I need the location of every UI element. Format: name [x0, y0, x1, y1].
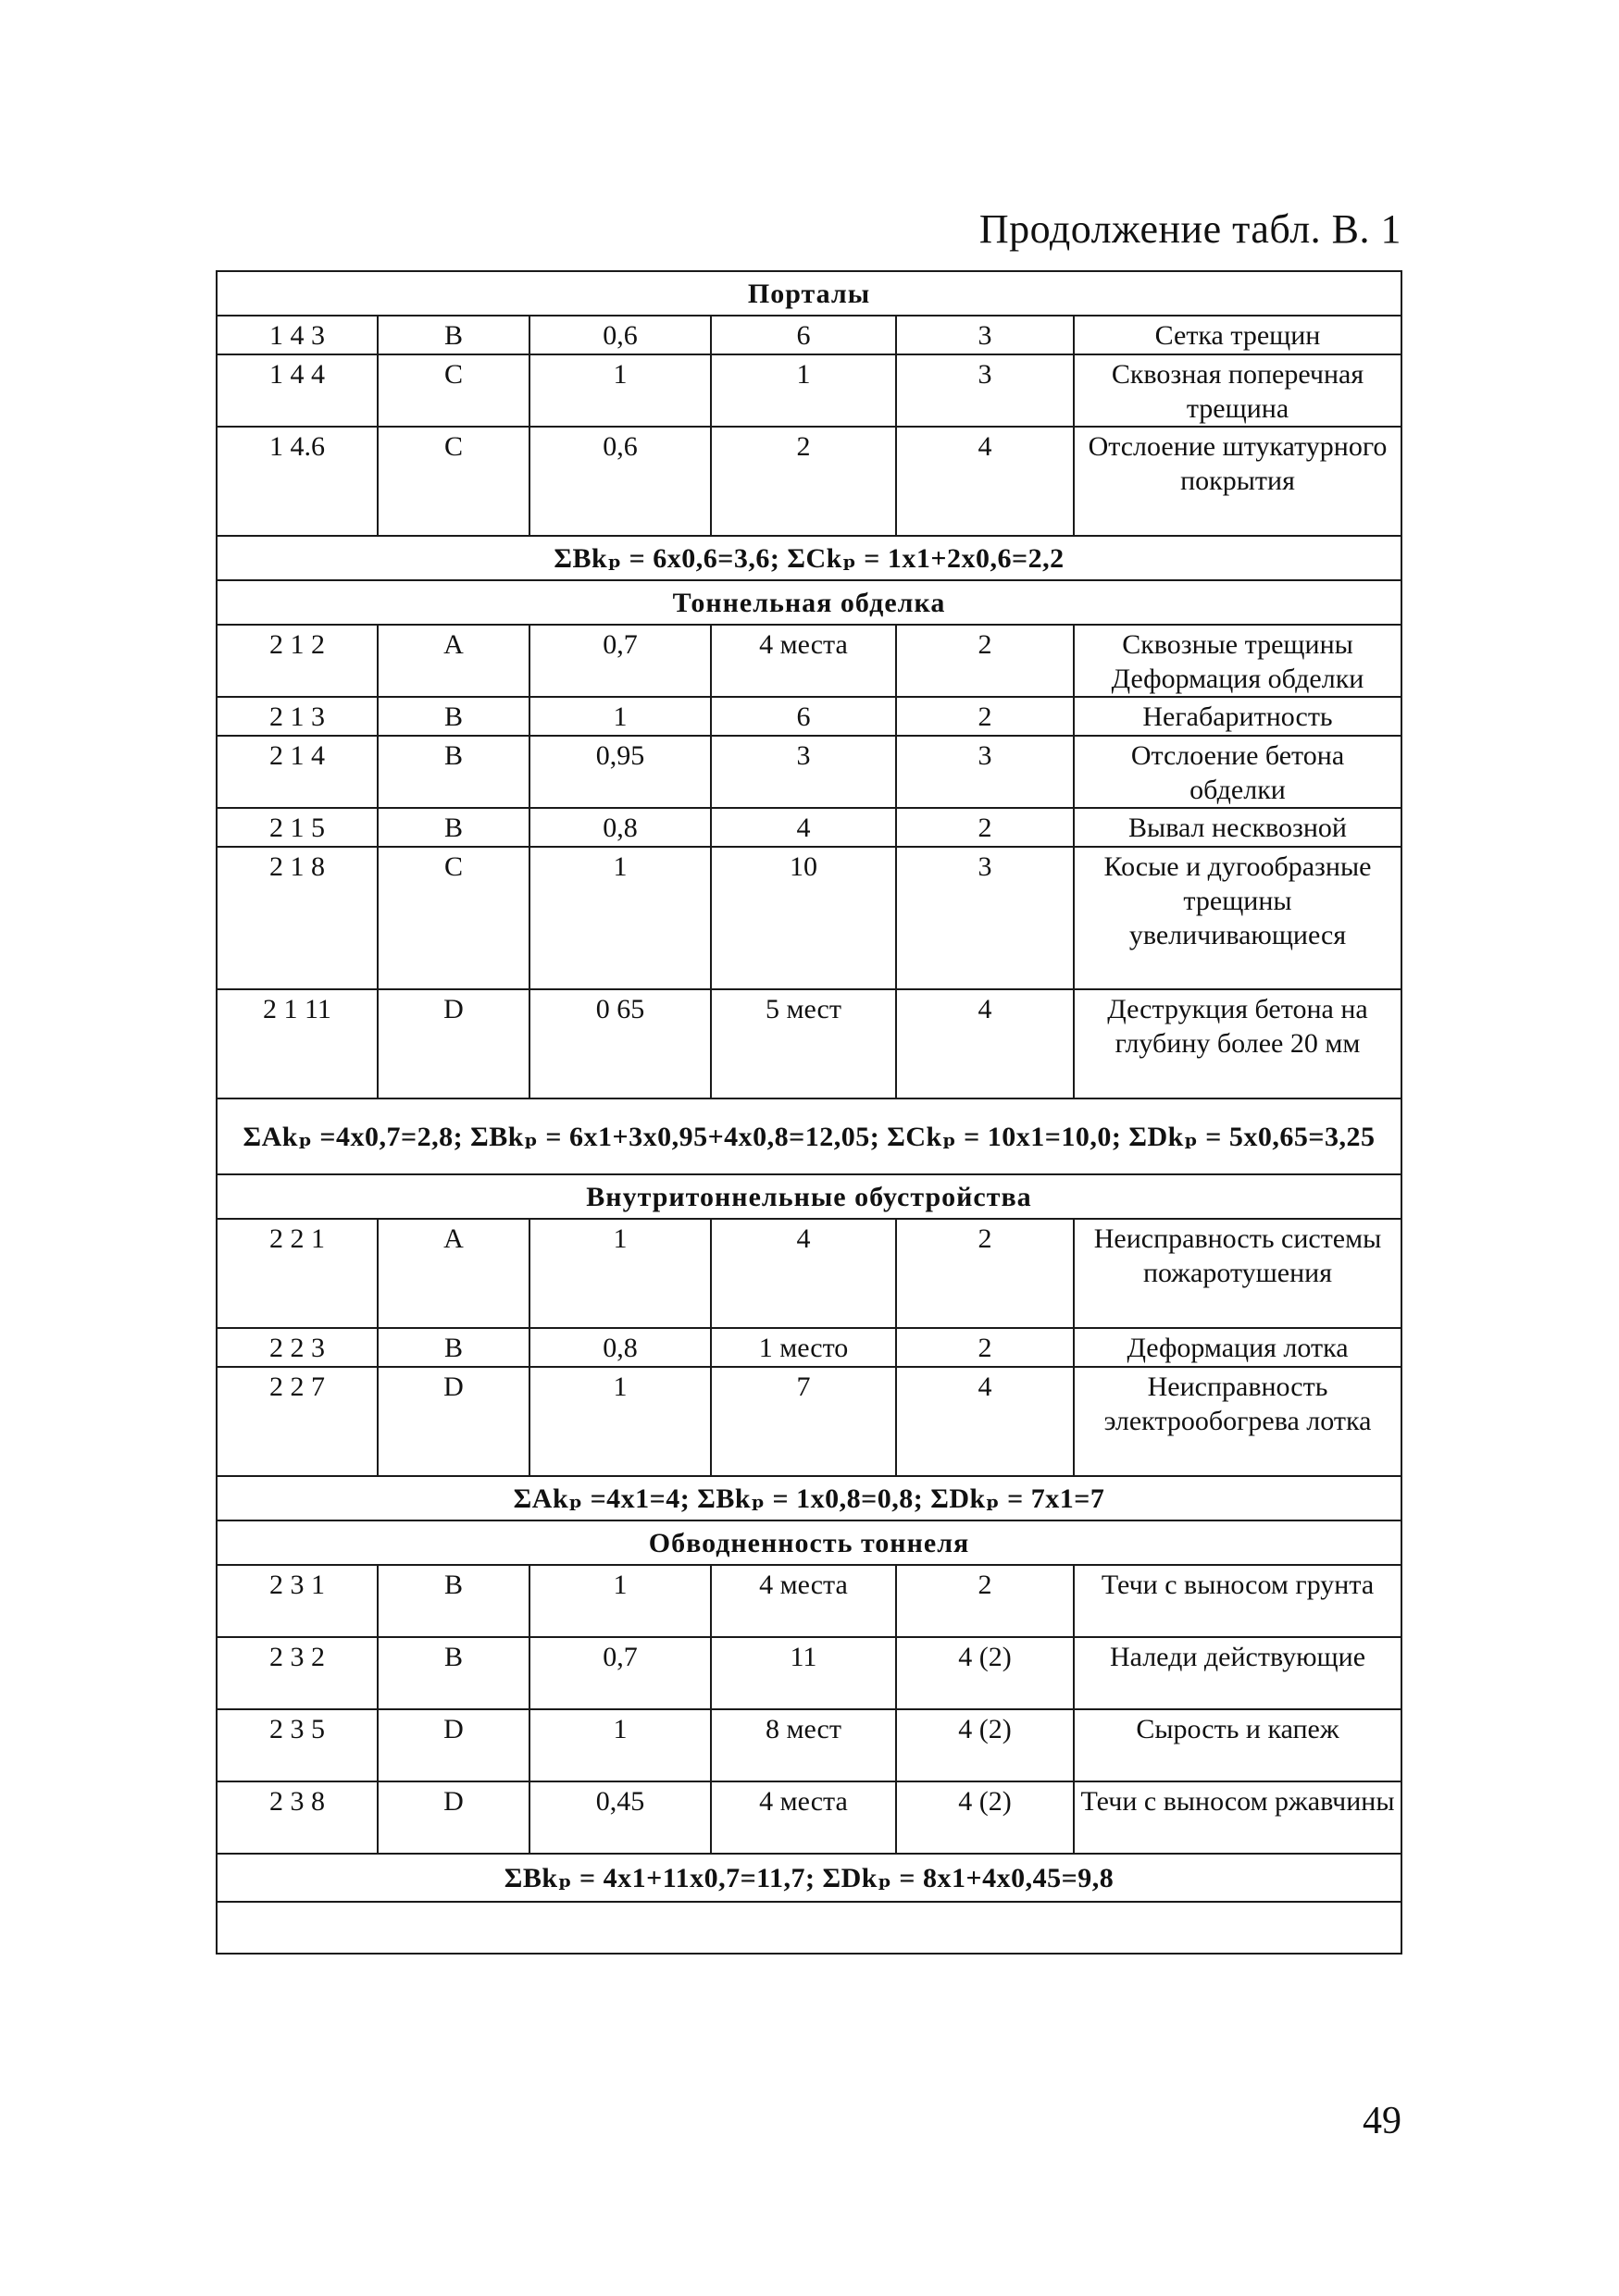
code-cell: 2 2 7 [217, 1367, 378, 1476]
grade-cell: 2 [896, 697, 1074, 736]
grade-cell: 4 [896, 989, 1074, 1098]
summary-formula: ΣAkₚ =4x0,7=2,8; ΣBkₚ = 6x1+3x0,95+4x0,8=12,05; ΣCkₚ = 10x1=10,0; ΣDkₚ = 5x0,65=3,25 [217, 1098, 1401, 1174]
count-cell: 4 [711, 808, 896, 847]
description-cell: Наледи действующие [1074, 1637, 1401, 1709]
table-row [217, 808, 1401, 847]
description-cell: Сетка трещин [1074, 316, 1401, 354]
table-row [217, 1565, 1401, 1637]
category-cell: D [378, 1709, 529, 1781]
coefficient-cell: 1 [529, 1219, 711, 1328]
coefficient-cell: 0,95 [529, 736, 711, 808]
description-cell: Косые и дугообразные трещины увеличивающиеся [1074, 847, 1401, 989]
code-cell: 2 1 8 [217, 847, 378, 989]
section-title: Порталы [217, 271, 1401, 316]
count-cell: 4 [711, 1219, 896, 1328]
table-row [217, 1637, 1401, 1709]
summary-row [217, 536, 1401, 580]
description-cell: Неисправность системы пожаротушения [1074, 1219, 1401, 1328]
coefficient-cell: 0 65 [529, 989, 711, 1098]
code-cell: 2 2 3 [217, 1328, 378, 1367]
description-cell: Вывал несквозной [1074, 808, 1401, 847]
count-cell: 2 [711, 427, 896, 536]
summary-formula: ΣBkₚ = 6x0,6=3,6; ΣCkₚ = 1x1+2x0,6=2,2 [217, 536, 1401, 580]
category-cell: D [378, 1781, 529, 1854]
code-cell: 2 3 8 [217, 1781, 378, 1854]
description-cell: Сырость и капеж [1074, 1709, 1401, 1781]
category-cell: D [378, 989, 529, 1098]
empty-row [217, 1902, 1401, 1954]
grade-cell: 2 [896, 1219, 1074, 1328]
category-cell: B [378, 1328, 529, 1367]
description-cell: Деструкция бетона на глубину более 20 мм [1074, 989, 1401, 1098]
description-cell: Неисправность электрообогрева лотка [1074, 1367, 1401, 1476]
grade-cell: 4 (2) [896, 1709, 1074, 1781]
page-number: 49 [1363, 2100, 1401, 2142]
count-cell: 10 [711, 847, 896, 989]
section-header [217, 1520, 1401, 1565]
code-cell: 1 4 3 [217, 316, 378, 354]
description-cell: Сквозная поперечная трещина [1074, 354, 1401, 427]
summary-row [217, 1854, 1401, 1902]
grade-cell: 4 [896, 427, 1074, 536]
coefficient-cell: 1 [529, 354, 711, 427]
empty-cell [217, 1902, 1401, 1954]
grade-cell: 2 [896, 808, 1074, 847]
table-caption: Продолжение табл. В. 1 [978, 206, 1401, 252]
coefficient-cell: 0,7 [529, 1637, 711, 1709]
count-cell: 11 [711, 1637, 896, 1709]
table-row [217, 1781, 1401, 1854]
code-cell: 2 3 5 [217, 1709, 378, 1781]
grade-cell: 3 [896, 847, 1074, 989]
description-cell: Деформация лотка [1074, 1328, 1401, 1367]
category-cell: A [378, 625, 529, 697]
summary-row [217, 1098, 1401, 1174]
category-cell: B [378, 736, 529, 808]
grade-cell: 2 [896, 1328, 1074, 1367]
table-row [217, 1219, 1401, 1328]
defects-table [216, 270, 1402, 1955]
category-cell: B [378, 697, 529, 736]
count-cell: 1 место [711, 1328, 896, 1367]
grade-cell: 4 (2) [896, 1637, 1074, 1709]
section-header [217, 271, 1401, 316]
grade-cell: 2 [896, 1565, 1074, 1637]
section-header [217, 580, 1401, 625]
count-cell: 4 места [711, 625, 896, 697]
coefficient-cell: 1 [529, 1709, 711, 1781]
coefficient-cell: 1 [529, 1565, 711, 1637]
description-cell: Течи с выносом ржавчины [1074, 1781, 1401, 1854]
count-cell: 4 места [711, 1565, 896, 1637]
category-cell: C [378, 354, 529, 427]
table-row [217, 625, 1401, 697]
code-cell: 2 1 2 [217, 625, 378, 697]
section-header [217, 1174, 1401, 1219]
description-cell: Течи с выносом грунта [1074, 1565, 1401, 1637]
table-row [217, 1367, 1401, 1476]
section-title: Обводненность тоннеля [217, 1520, 1401, 1565]
description-cell: Отслоение штукатурного покрытия [1074, 427, 1401, 536]
category-cell: A [378, 1219, 529, 1328]
summary-row [217, 1476, 1401, 1520]
category-cell: C [378, 847, 529, 989]
count-cell: 4 места [711, 1781, 896, 1854]
count-cell: 8 мест [711, 1709, 896, 1781]
count-cell: 7 [711, 1367, 896, 1476]
category-cell: B [378, 808, 529, 847]
code-cell: 2 1 4 [217, 736, 378, 808]
grade-cell: 4 (2) [896, 1781, 1074, 1854]
coefficient-cell: 0,8 [529, 1328, 711, 1367]
table-row [217, 1328, 1401, 1367]
table-row [217, 697, 1401, 736]
coefficient-cell: 0,7 [529, 625, 711, 697]
description-cell: Сквозные трещины Деформация обделки [1074, 625, 1401, 697]
code-cell: 2 1 3 [217, 697, 378, 736]
category-cell: B [378, 316, 529, 354]
coefficient-cell: 0,8 [529, 808, 711, 847]
table-row [217, 847, 1401, 989]
count-cell: 3 [711, 736, 896, 808]
table-row [217, 1709, 1401, 1781]
grade-cell: 4 [896, 1367, 1074, 1476]
coefficient-cell: 0,6 [529, 316, 711, 354]
code-cell: 2 3 2 [217, 1637, 378, 1709]
table-row [217, 736, 1401, 808]
code-cell: 1 4.6 [217, 427, 378, 536]
coefficient-cell: 1 [529, 847, 711, 989]
category-cell: B [378, 1637, 529, 1709]
section-title: Тоннельная обделка [217, 580, 1401, 625]
description-cell: Негабаритность [1074, 697, 1401, 736]
coefficient-cell: 0,6 [529, 427, 711, 536]
table-row [217, 427, 1401, 536]
count-cell: 1 [711, 354, 896, 427]
count-cell: 5 мест [711, 989, 896, 1098]
coefficient-cell: 1 [529, 697, 711, 736]
coefficient-cell: 1 [529, 1367, 711, 1476]
code-cell: 2 3 1 [217, 1565, 378, 1637]
table-row [217, 989, 1401, 1098]
category-cell: B [378, 1565, 529, 1637]
category-cell: D [378, 1367, 529, 1476]
section-title: Внутритоннельные обустройства [217, 1174, 1401, 1219]
description-cell: Отслоение бетона обделки [1074, 736, 1401, 808]
code-cell: 1 4 4 [217, 354, 378, 427]
table-body [217, 271, 1401, 1954]
table-row [217, 316, 1401, 354]
grade-cell: 3 [896, 316, 1074, 354]
grade-cell: 3 [896, 354, 1074, 427]
summary-formula: ΣBkₚ = 4x1+11x0,7=11,7; ΣDkₚ = 8x1+4x0,45=9,8 [217, 1854, 1401, 1902]
table-row [217, 354, 1401, 427]
code-cell: 2 1 11 [217, 989, 378, 1098]
count-cell: 6 [711, 697, 896, 736]
code-cell: 2 2 1 [217, 1219, 378, 1328]
count-cell: 6 [711, 316, 896, 354]
coefficient-cell: 0,45 [529, 1781, 711, 1854]
grade-cell: 3 [896, 736, 1074, 808]
summary-formula: ΣAkₚ =4x1=4; ΣBkₚ = 1x0,8=0,8; ΣDkₚ = 7x1=7 [217, 1476, 1401, 1520]
category-cell: C [378, 427, 529, 536]
code-cell: 2 1 5 [217, 808, 378, 847]
grade-cell: 2 [896, 625, 1074, 697]
